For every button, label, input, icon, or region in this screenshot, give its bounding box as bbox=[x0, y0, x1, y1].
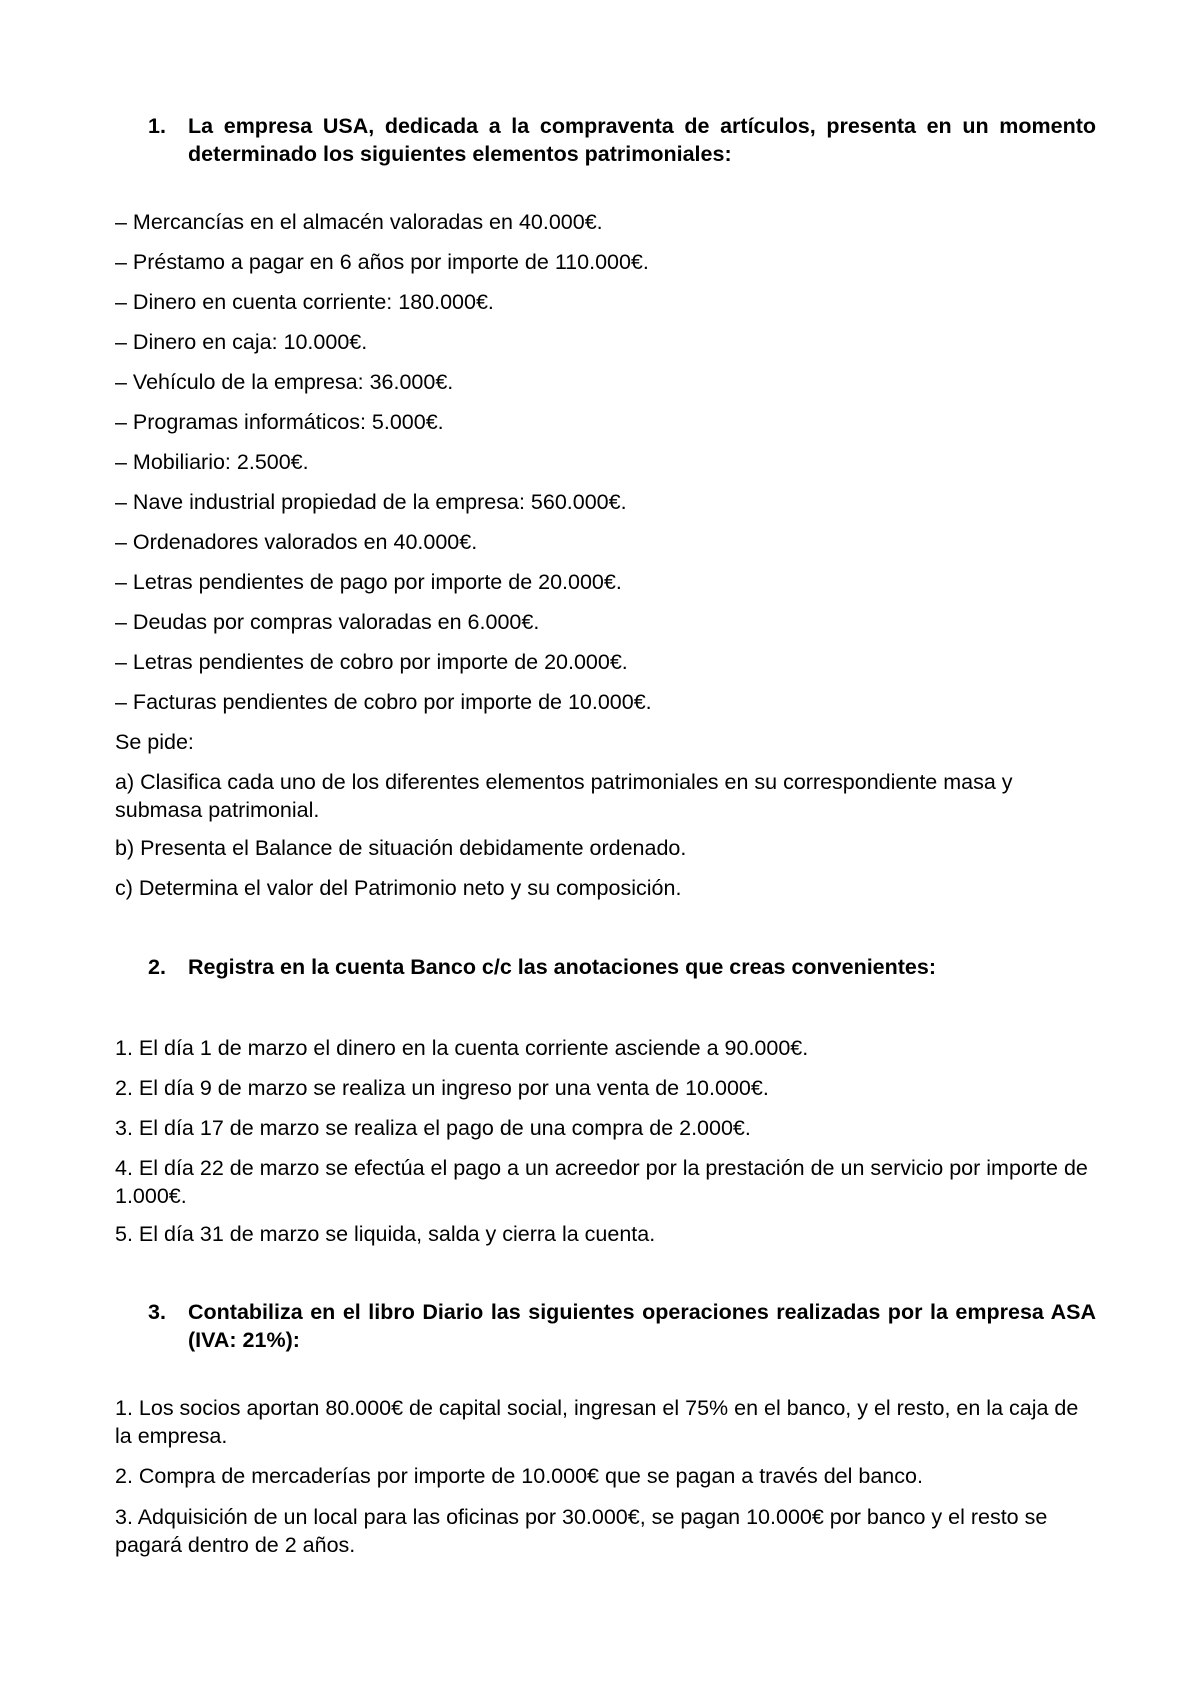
list-item: 2. Compra de mercaderías por importe de 10.000€ que se pagan a través del banco. bbox=[115, 1464, 923, 1488]
exercise-2-title: Registra en la cuenta Banco c/c las anotaciones que creas convenientes: bbox=[188, 955, 937, 979]
exercise-2-number: 2. bbox=[148, 955, 166, 979]
list-item: 3. Adquisición de un local para las oficinas por 30.000€, se pagan 10.000€ por banco y el resto se pagará dentro de 2 años. bbox=[115, 1505, 1048, 1557]
list-item: – Mercancías en el almacén valoradas en 40.000€. bbox=[115, 210, 603, 234]
list-item: – Dinero en cuenta corriente: 180.000€. bbox=[115, 290, 494, 314]
list-item: – Ordenadores valorados en 40.000€. bbox=[115, 530, 478, 554]
list-item: – Facturas pendientes de cobro por importe de 10.000€. bbox=[115, 690, 652, 714]
exercise-1-number: 1. bbox=[148, 114, 166, 138]
list-item: – Nave industrial propiedad de la empresa: 560.000€. bbox=[115, 490, 627, 514]
exercise-3-heading bbox=[148, 1298, 1096, 1354]
list-item: – Dinero en caja: 10.000€. bbox=[115, 330, 368, 354]
list-item: – Deudas por compras valoradas en 6.000€. bbox=[115, 610, 540, 634]
exercise-3-title: Contabiliza en el libro Diario las siguientes operaciones realizadas por la empresa ASA (IVA: 21%): bbox=[188, 1300, 1096, 1352]
task-a: a) Clasifica cada uno de los diferentes elementos patrimoniales en su correspondiente masa y submasa patrimonial. bbox=[115, 770, 1013, 822]
se-pide-label: Se pide: bbox=[115, 730, 194, 754]
list-item: – Mobiliario: 2.500€. bbox=[115, 450, 309, 474]
list-item: 1. Los socios aportan 80.000€ de capital social, ingresan el 75% en el banco, y el resto, en la caja de la empresa. bbox=[115, 1396, 1079, 1448]
list-item: 5. El día 31 de marzo se liquida, salda y cierra la cuenta. bbox=[115, 1222, 656, 1246]
exercise-2-heading bbox=[148, 953, 1096, 981]
list-item: – Letras pendientes de cobro por importe de 20.000€. bbox=[115, 650, 628, 674]
list-item: 3. El día 17 de marzo se realiza el pago de una compra de 2.000€. bbox=[115, 1116, 751, 1140]
exercise-3-number: 3. bbox=[148, 1300, 166, 1324]
list-item: – Programas informáticos: 5.000€. bbox=[115, 410, 444, 434]
list-item: 4. El día 22 de marzo se efectúa el pago a un acreedor por la prestación de un servicio por importe de 1.000€. bbox=[115, 1156, 1088, 1208]
list-item: 2. El día 9 de marzo se realiza un ingreso por una venta de 10.000€. bbox=[115, 1076, 769, 1100]
list-item: 1. El día 1 de marzo el dinero en la cuenta corriente asciende a 90.000€. bbox=[115, 1036, 809, 1060]
list-item: – Letras pendientes de pago por importe de 20.000€. bbox=[115, 570, 622, 594]
exercise-1-heading bbox=[148, 112, 1096, 168]
list-item: – Vehículo de la empresa: 36.000€. bbox=[115, 370, 454, 394]
list-item: – Préstamo a pagar en 6 años por importe de 110.000€. bbox=[115, 250, 649, 274]
task-c: c) Determina el valor del Patrimonio neto y su composición. bbox=[115, 876, 682, 900]
task-b: b) Presenta el Balance de situación debidamente ordenado. bbox=[115, 836, 687, 860]
exercise-1-title: La empresa USA, dedicada a la compraventa de artículos, presenta en un momento determinado los siguientes elementos patrimoniales: bbox=[188, 114, 1096, 166]
